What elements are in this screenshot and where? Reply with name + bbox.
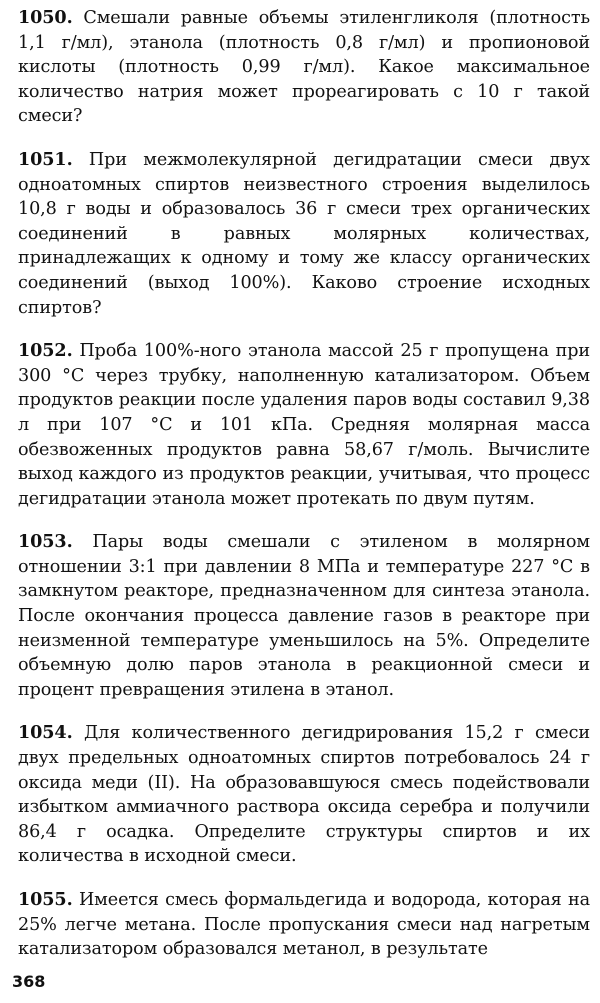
problem-number: 1054. <box>18 722 73 744</box>
problem-number: 1053. <box>18 531 73 553</box>
problem-text: Смешали равные объемы этиленгликоля (плотность 1,1 г/мл), этанола (плотность 0,8 г/мл) и пропионовой кислоты (плотность 0,99 г/мл). Какое максимальное количество натрия может прореагировать с 10 г такой смеси? <box>18 8 590 127</box>
problem-number: 1055. <box>18 889 73 910</box>
problem-text: Проба 100%-ного этанола массой 25 г пропущена при 300 °С через трубку, наполненную катализатором. Объем продуктов реакции после удаления паров воды составил 9,38 л при 107 °С и 101 кПа. Средняя молярная масса обезвоженных продуктов равна 58,67 г/моль. Вычислите выход каждого из продуктов реакции, учитывая, что процесс дегидратации этанола может протекать по двум путям. <box>18 341 590 509</box>
problem-text: Имеется смесь формальдегида и водорода, которая на 25% легче метана. После пропускания смеси над нагретым катализатором образовался метанол, в результате <box>18 890 590 960</box>
problem-1053 <box>18 530 590 702</box>
problem-number: 1052. <box>18 340 73 362</box>
problem-1051 <box>18 148 590 320</box>
problem-text: Для количественного дегидрирования 15,2 г смеси двух предельных одноатомных спиртов потребовалось 24 г оксида меди (II). На образовавшуюся смесь подействовали избытком аммиачного раствора оксида серебра и получили 86,4 г осадка. Определите структуры спиртов и их количества в исходной смеси. <box>18 723 590 867</box>
problem-1054 <box>18 721 590 869</box>
problem-text: При межмолекулярной дегидратации смеси двух одноатомных спиртов неизвестного строения выделилось 10,8 г воды и образовалось 36 г смеси трех органических соединений в равных молярных количествах, принадлежащих к одному и тому же классу органических соединений (выход 100%). Каково строение исходных спиртов? <box>18 149 590 318</box>
page-number: 368 <box>12 972 46 991</box>
problem-number: 1051. <box>18 148 73 170</box>
problem-text: Пары воды смешали с этиленом в молярном отношении 3:1 при давлении 8 МПа и температуре 227 °С в замкнутом реакторе, предназначенном для синтеза этанола. После окончания процесса давление газов в реакторе при неизменной температуре уменьшилось на 5%. Определите объемную долю паров этанола в реакционной смеси и процент превращения этилена в этанол. <box>18 532 590 700</box>
problem-1050 <box>18 6 590 129</box>
problem-1052 <box>18 339 590 511</box>
problem-number: 1050. <box>18 7 73 28</box>
problem-1055 <box>18 888 590 962</box>
